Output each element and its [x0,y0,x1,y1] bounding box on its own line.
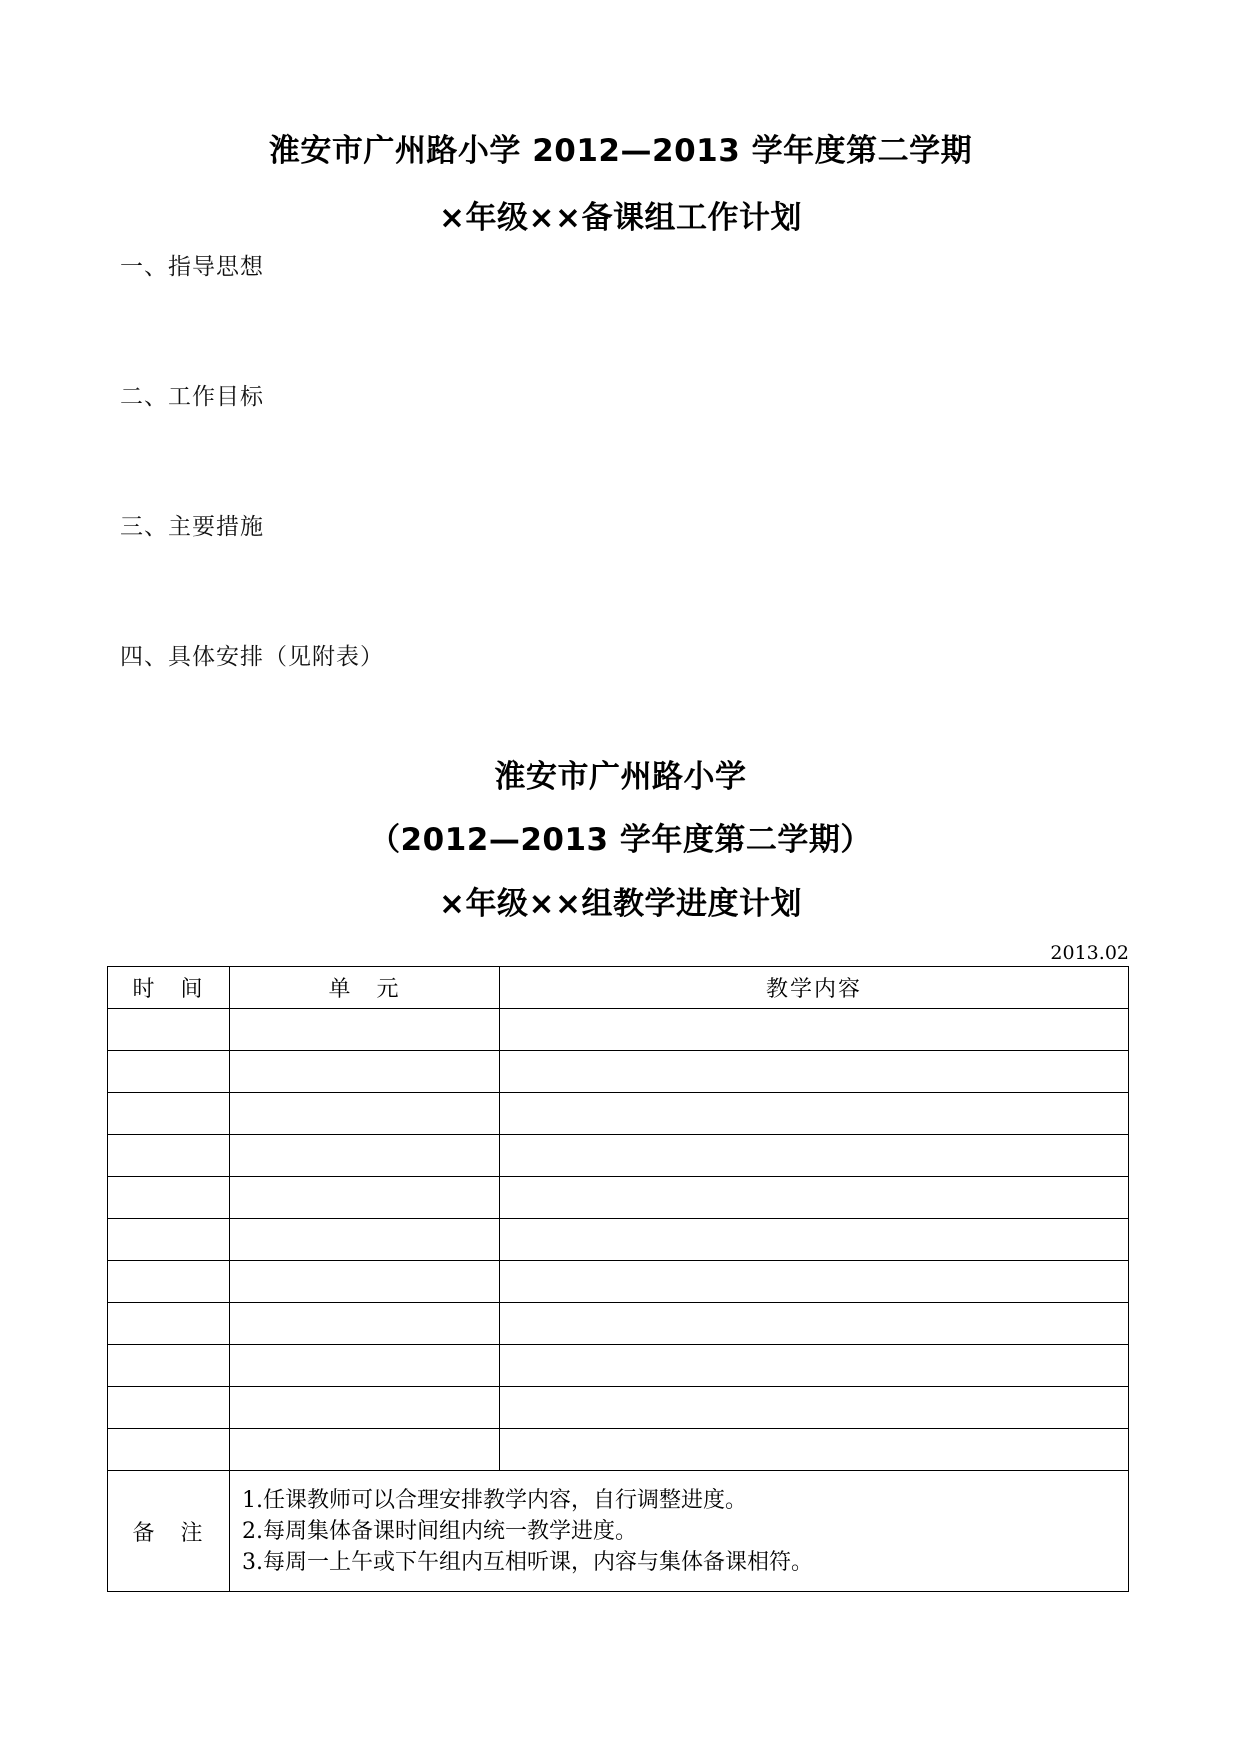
cell-content [500,1429,1129,1471]
table-row [108,1345,1129,1387]
cell-unit [230,1051,500,1093]
table-row [108,1303,1129,1345]
cell-unit [230,1009,500,1051]
cell-time [108,1303,230,1345]
section-work-goals: 二、工作目标 [120,384,264,410]
cell-time [108,1177,230,1219]
cell-time [108,1219,230,1261]
table-row [108,1219,1129,1261]
schedule-title-school: 淮安市广州路小学 [494,759,747,795]
teaching-schedule-table [107,966,1129,1592]
plan-title-line1: 淮安市广州路小学 2012—2013 学年度第二学期 [268,133,973,169]
schedule-title-plan: ×年级××组教学进度计划 [439,886,802,922]
table-row [108,1387,1129,1429]
table-row [108,1261,1129,1303]
cell-unit [230,1135,500,1177]
cell-content [500,1135,1129,1177]
note-item: 1.任课教师可以合理安排教学内容，自行调整进度。 [242,1487,747,1513]
plan-title-line2: ×年级××备课组工作计划 [439,200,802,236]
section-specific-arrangements: 四、具体安排（见附表） [120,644,384,670]
cell-content [500,1387,1129,1429]
header-content: 教学内容 [500,967,1129,1009]
cell-content [500,1177,1129,1219]
cell-content [500,1009,1129,1051]
cell-unit [230,1093,500,1135]
table-row [108,1009,1129,1051]
cell-time [108,1093,230,1135]
cell-time [108,1387,230,1429]
cell-unit [230,1261,500,1303]
table-row [108,1135,1129,1177]
cell-content [500,1261,1129,1303]
cell-time [108,1135,230,1177]
note-item: 2.每周集体备课时间组内统一教学进度。 [242,1518,637,1544]
cell-content [500,1093,1129,1135]
cell-unit [230,1345,500,1387]
cell-time [108,1345,230,1387]
cell-content [500,1219,1129,1261]
cell-time [108,1429,230,1471]
header-unit: 单 元 [230,967,500,1009]
cell-unit [230,1177,500,1219]
notes-label: 备 注 [108,1471,230,1592]
cell-time [108,1051,230,1093]
cell-unit [230,1219,500,1261]
cell-time [108,1009,230,1051]
table-header-row [108,967,1129,1009]
cell-content [500,1303,1129,1345]
table-row [108,1429,1129,1471]
note-item: 3.每周一上午或下午组内互相听课，内容与集体备课相符。 [242,1549,813,1575]
header-time: 时 间 [108,967,230,1009]
cell-unit [230,1429,500,1471]
cell-content [500,1345,1129,1387]
cell-time [108,1261,230,1303]
cell-content [500,1051,1129,1093]
schedule-date: 2013.02 [1050,942,1129,964]
notes-row [108,1471,1129,1592]
notes-content [230,1471,1129,1592]
section-guiding-ideology: 一、指导思想 [120,254,264,280]
table-row [108,1051,1129,1093]
cell-unit [230,1303,500,1345]
cell-unit [230,1387,500,1429]
section-main-measures: 三、主要措施 [120,514,264,540]
table-row [108,1177,1129,1219]
schedule-title-term: （2012—2013 学年度第二学期） [369,822,872,858]
table-row [108,1093,1129,1135]
